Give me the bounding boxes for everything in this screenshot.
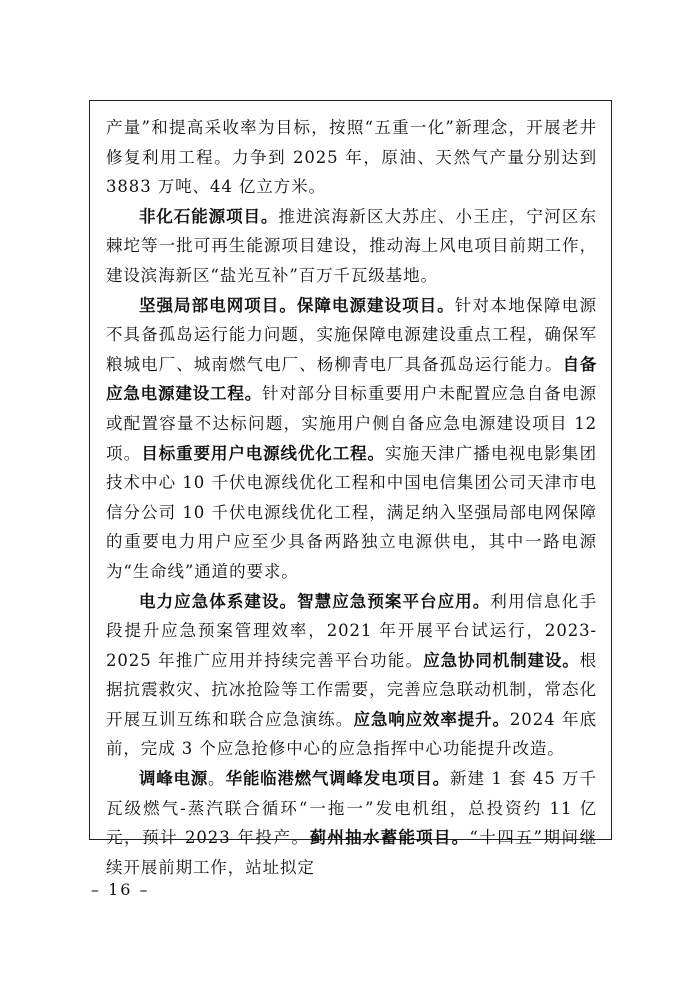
content-frame	[89, 100, 612, 877]
section-heading: 调峰电源	[139, 769, 209, 789]
text-run: “十四五”期间继续开展前期工作，站址拟定	[106, 828, 597, 877]
section-heading: 电力应急体系建设。智慧应急预案平台应用。	[139, 591, 491, 611]
text-run: 2024 年底前，完成 3 个应急抢修中心的应急指挥中心功能提升改造。	[106, 709, 597, 759]
paragraph-local-grid	[106, 291, 597, 587]
text-run: 推进滨海新区大苏庄、小王庄，宁河区东棘坨等一批可再生能源项目建设，推动海上风电项目前期工作，建设滨海新区“盐光互补”百万千瓦级基地。	[106, 206, 597, 285]
paragraph-non-fossil-energy	[106, 202, 597, 291]
text-run: 产量”和提高采收率为目标，按照“五重一化”新理念，开展老井修复利用工程。力争到 2025 年，原油、天然气产量分别达到 3883 万吨、44 亿立方米。	[106, 118, 597, 197]
section-heading: 华能临港燃气调峰发电项目。	[225, 769, 450, 789]
paragraph-emergency-system	[106, 587, 597, 765]
paragraph-peak-power	[106, 764, 597, 882]
section-heading: 目标重要用户电源线优化工程。	[141, 443, 385, 463]
page-number: – 16 –	[91, 880, 150, 899]
section-heading: 坚强局部电网项目。保障电源建设项目。	[139, 295, 455, 315]
text-run: 针对本地保障电源不具备孤岛运行能力问题，实施保障电源建设重点工程，确保军粮城电厂、城南燃气电厂、杨柳青电厂具备孤岛运行能力。	[106, 295, 597, 374]
section-heading: 应急协同机制建设。	[423, 650, 580, 670]
text-run: 新建 1 套 45 万千瓦级燃气-蒸汽联合循环“一拖一”发电机组，总投资约 11 亿元，预计 2023 年投产。	[106, 769, 597, 848]
text-run: 实施天津广播电视电影集团技术中心 10 千伏电源线优化工程和中国电信集团公司天津市电信分公司 10 千伏电源线优化工程，满足纳入坚强局部电网保障的重要电力用户应至少具备两路独立电源供电，其中一路电源为“生命线”通道的要求。	[106, 443, 597, 581]
section-heading: 蓟州抽水蓄能项目。	[309, 828, 470, 848]
text-run: 。	[208, 769, 226, 789]
text-run: 利用信息化手段提升应急预案管理效率，2021 年开展平台试运行，2023-2025 年推广应用并持续完善平台功能。	[106, 591, 598, 670]
paragraph-oil-gas-production	[106, 113, 597, 202]
section-heading: 应急响应效率提升。	[353, 709, 510, 729]
section-heading: 自备应急电源建设工程。	[106, 354, 598, 404]
text-run: 针对部分目标重要用户未配置应急自备电源或配置容量不达标问题，实施用户侧自备应急电源建设项目 12 项。	[106, 384, 597, 463]
section-heading: 非化石能源项目。	[139, 206, 279, 226]
text-run: 根据抗震救灾、抗冰抢险等工作需要，完善应急联动机制，常态化开展互训互练和联合应急演练。	[106, 650, 597, 729]
